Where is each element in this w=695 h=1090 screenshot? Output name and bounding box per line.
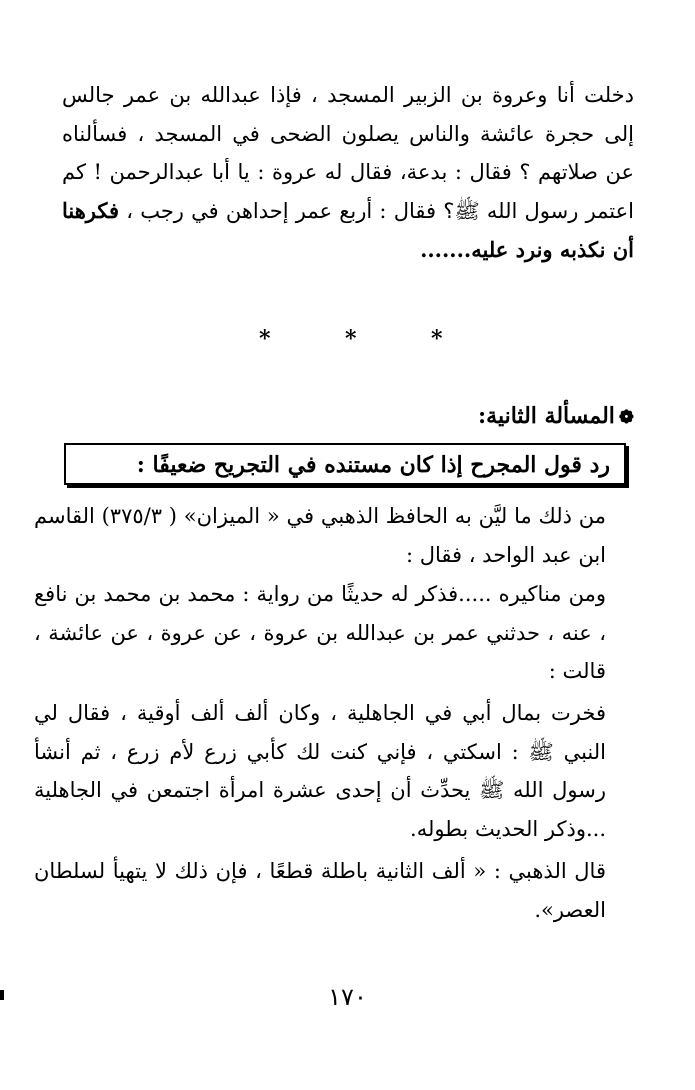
edge-mark xyxy=(0,990,4,1000)
divider-star: * xyxy=(259,326,271,352)
section-heading-text: المسألة الثانية: xyxy=(478,403,615,429)
paragraph-bold-text: فكرهنا أن نكذبه ونرد عليه....... xyxy=(62,198,634,262)
section-heading xyxy=(62,399,634,435)
flower-icon: ❁ xyxy=(618,407,634,428)
page-number: ١٧٠ xyxy=(328,983,367,1011)
paragraph-hadith-text: فخرت بمال أبي في الجاهلية ، وكان ألف ألف أوقية ، فقال لي النبي ﷺ : اسكتي ، فإني كنت لك كأبي زرع لأم زرع ، ثم أنشأ رسول الله ﷺ يحدِّث أن إحدى عشرة امرأة اجتمعن في الجاهلية ...وذكر الحديث بطوله. xyxy=(34,701,606,842)
divider-star: * xyxy=(345,326,357,352)
paragraph-dhahabi-mizan: من ذلك ما ليَّن به الحافظ الذهبي في « الميزان» ( ٣٧٥/٣) القاسم ابن عبد الواحد ، فقال : xyxy=(34,504,606,567)
paragraph-hadith-narration xyxy=(62,76,634,270)
section-title-box xyxy=(64,443,626,485)
paragraph-text: دخلت أنا وعروة بن الزبير المسجد ، فإذا عبدالله بن عمر جالس إلى حجرة عائشة والناس يصلون الضحى في المسجد ، فسألناه عن صلاتهم ؟ فقال : بدعة، فقال له عروة : يا أبا عبدالرحمن ! كم اعتمر رسول الله ﷺ؟ فقال : أربع عمر إحداهن في رجب ، xyxy=(62,83,634,224)
section-title-text: رد قول المجرح إذا كان مستنده في التجريح ضعيفًا : xyxy=(136,452,610,478)
paragraph-dhahabi-quote: قال الذهبي : « ألف الثانية باطلة قطعًا ، فإن ذلك لا يتهيأ لسلطان العصر». xyxy=(34,859,606,922)
divider-star: * xyxy=(431,326,443,352)
paragraph-manakir: ومن مناكيره .....فذكر له حديثًا من رواية : محمد بن محمد بن نافع ، عنه ، حدثني عمر بن عبدالله بن عروة ، عن عروة ، عن عائشة ، قالت : xyxy=(34,582,606,684)
